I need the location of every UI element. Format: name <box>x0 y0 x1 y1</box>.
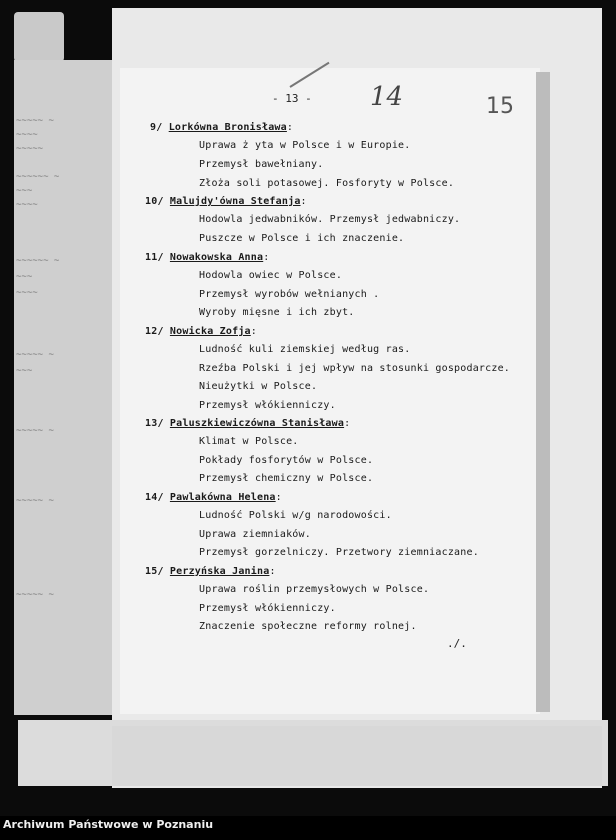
student-name: Perzyńska Janina <box>169 566 270 577</box>
ghost-text: ~~~~~ <box>16 144 44 154</box>
topic-line: Hodowla owiec w Polsce. <box>199 270 343 281</box>
colon: : <box>286 122 294 133</box>
topic-line: Pokłady fosforytów w Polsce. <box>199 455 374 466</box>
ghost-text: ~~~ <box>16 272 33 282</box>
topic-line: Nieużytki w Polsce. <box>199 381 318 392</box>
ghost-text: ~~~~~ ~ <box>16 426 54 436</box>
ghost-text: ~~~~ <box>16 200 38 210</box>
entry-number: 9/ <box>150 122 163 133</box>
topic-line: Wyroby mięsne i ich zbyt. <box>199 307 355 318</box>
document-page <box>120 68 540 714</box>
entry-heading <box>145 252 269 263</box>
topic-line: Puszcze w Polsce i ich znaczenie. <box>199 233 405 244</box>
topic-line: Klimat w Polsce. <box>199 436 299 447</box>
entry-heading <box>145 326 257 337</box>
ghost-text: ~~~~~ ~ <box>16 350 54 360</box>
entry-heading <box>145 418 350 429</box>
ghost-text: ~~~~~~ ~ <box>16 256 60 266</box>
student-name: Nowakowska Anna <box>169 252 264 263</box>
entry-heading <box>145 492 282 503</box>
student-name: Paluszkiewiczówna Stanisława <box>169 418 345 429</box>
ghost-text: ~~~~~ ~ <box>16 116 54 126</box>
topic-line: Przemysł bawełniany. <box>199 159 324 170</box>
topic-line: Ludność kuli ziemskiej według ras. <box>199 344 411 355</box>
topic-line: Przemysł chemiczny w Polsce. <box>199 473 374 484</box>
topic-line: Uprawa ziemniaków. <box>199 529 311 540</box>
entry-number: 10/ <box>145 196 164 207</box>
student-name: Lorkówna Bronisława <box>168 122 287 133</box>
student-name: Pawlakówna Helena <box>169 492 276 503</box>
topic-line: Uprawa ż yta w Polsce i w Europie. <box>199 140 411 151</box>
page-edge-shadow <box>536 72 550 712</box>
topic-line: Złoża soli potasowej. Fosforyty w Polsce. <box>199 178 455 189</box>
ghost-text: ~~~~~ ~ <box>16 590 54 600</box>
colon: : <box>300 196 307 207</box>
handwritten-corner-number: 15 <box>486 94 514 119</box>
ghost-text: ~~~ <box>16 366 33 376</box>
topic-line: Przemysł wyrobów wełnianych . <box>199 289 380 300</box>
ghost-text: ~~~~ <box>16 130 38 140</box>
entry-number: 15/ <box>145 566 164 577</box>
page-number: - 13 - <box>272 92 312 105</box>
binder-clip <box>14 12 64 62</box>
colon: : <box>250 326 258 337</box>
entry-heading <box>150 122 293 133</box>
back-sheet-bottom <box>112 726 602 786</box>
colon: : <box>263 252 270 263</box>
colon: : <box>344 418 351 429</box>
end-mark: ./. <box>447 637 467 650</box>
colon: : <box>275 492 282 503</box>
topic-line: Przemysł gorzelniczy. Przetwory ziemniaczane. <box>199 547 479 558</box>
colon: : <box>269 566 276 577</box>
topic-line: Uprawa roślin przemysłowych w Polsce. <box>199 584 430 595</box>
entry-heading <box>145 566 276 577</box>
handwritten-folio-number: 14 <box>370 82 404 112</box>
topic-line: Rzeźba Polski i jej wpływ na stosunki gospodarcze. <box>199 363 511 374</box>
topic-line: Ludność Polski w/g narodowości. <box>199 510 392 521</box>
student-name: Malujdy'ówna Stefanja <box>169 196 301 207</box>
student-name: Nowicka Zofja <box>169 326 251 337</box>
topic-line: Przemysł włókienniczy. <box>199 400 336 411</box>
entry-number: 13/ <box>145 418 164 429</box>
ghost-text: ~~~~~ ~ <box>16 496 54 506</box>
entry-heading <box>145 196 307 207</box>
entry-number: 14/ <box>145 492 164 503</box>
ghost-text: ~~~ <box>16 186 33 196</box>
topic-line: Hodowla jedwabników. Przemysł jedwabniczy. <box>199 214 461 225</box>
archive-watermark: Archiwum Państwowe w Poznaniu <box>3 818 214 831</box>
previous-page-strip <box>14 60 112 715</box>
entry-number: 11/ <box>145 252 164 263</box>
topic-line: Znaczenie społeczne reformy rolnej. <box>199 621 417 632</box>
topic-line: Przemysł włókienniczy. <box>199 603 336 614</box>
entry-number: 12/ <box>145 326 164 337</box>
ghost-text: ~~~~ <box>16 288 38 298</box>
ghost-text: ~~~~~~ ~ <box>16 172 60 182</box>
